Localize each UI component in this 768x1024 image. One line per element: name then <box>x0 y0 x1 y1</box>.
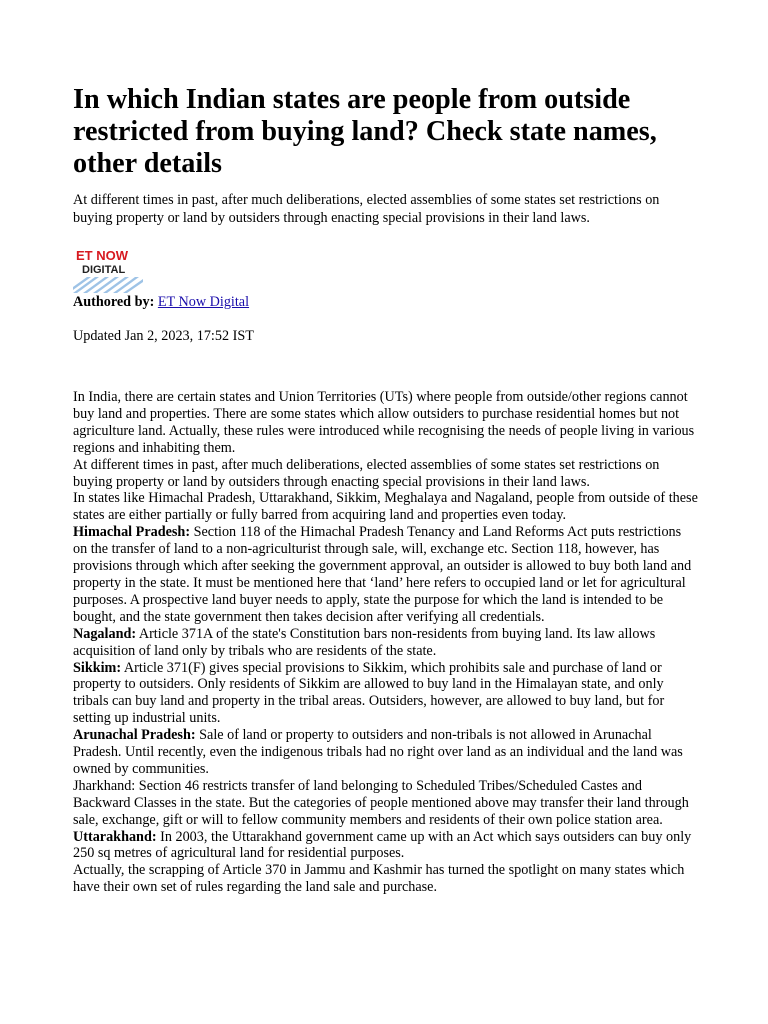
paragraph-text: Actually, the scrapping of Article 370 in Jammu and Kashmir has turned the spotlight on many states which have their own set of rules regarding the land sale and purchase. <box>73 862 685 896</box>
paragraph-text: In 2003, the Uttarakhand government came up with an Act which says outsiders can buy only 250 sq metres of agricultural land for residential purposes. <box>73 828 692 862</box>
paragraph-text: In India, there are certain states and Union Territories (UTs) where people from outside/other regions cannot buy land and properties. There are some states which allow outsiders to purchase residential homes but not agriculture land. Actually, these rules were introduced while recognising the needs of people living in various regions and inhabiting them. <box>73 389 695 456</box>
paragraph-nagaland <box>73 626 698 660</box>
paragraph-text: In states like Himachal Pradesh, Uttarakhand, Sikkim, Meghalaya and Nagaland, people from outside of these states are either partially or fully barred from acquiring land and properties even today. <box>73 490 698 524</box>
article-body <box>73 389 698 896</box>
article-title: In which Indian states are people from outside restricted from buying land? Check state names, other details <box>73 84 657 179</box>
paragraph <box>73 490 698 524</box>
logo-line2: DIGITAL <box>82 264 126 276</box>
updated-timestamp: Updated Jan 2, 2023, 17:52 IST <box>73 328 254 344</box>
paragraph <box>73 862 698 896</box>
author-link[interactable]: ET Now Digital <box>157 294 250 310</box>
paragraph-jharkhand <box>73 778 698 829</box>
paragraph-lead: Uttarakhand: <box>73 828 157 845</box>
paragraph-text: Section 118 of the Himachal Pradesh Tenancy and Land Reforms Act puts restrictions on the transfer of land to a non-agriculturist through sale, will, exchange etc. Section 118, however, has provisions through which after seeking the government approval, an outsider is allowed to buy both land and property in the state. It must be mentioned here that ‘land’ here refers to occupied land or let for agricultural purposes. A prospective land buyer needs to apply, state the purpose for which the land is intended to be bought, and the state government then takes decision after verifying all credentials. <box>73 524 692 625</box>
author-line <box>73 294 249 311</box>
paragraph-himachal-pradesh <box>73 524 698 625</box>
paragraph-lead: Nagaland: <box>73 625 137 642</box>
paragraph <box>73 389 698 457</box>
et-now-digital-logo <box>73 247 143 293</box>
paragraph-lead: Arunachal Pradesh: <box>73 727 196 744</box>
article-summary: At different times in past, after much deliberations, elected assemblies of some states set restrictions on buying property or land by outsiders through enacting special provisions in their land laws. <box>73 192 660 226</box>
paragraph-lead: Sikkim: <box>73 659 122 676</box>
logo-line1: ET NOW <box>76 248 128 263</box>
paragraph-lead: Himachal Pradesh: <box>73 524 191 541</box>
paragraph-text: Article 371(F) gives special provisions to Sikkim, which prohibits sale and purchase of land or property to outsiders. Only residents of Sikkim are allowed to buy land in the Himalayan state, and only tribals can buy land and property in the tribal areas. Outsiders, however, are allowed to buy land, but for setting up industrial units. <box>73 659 665 727</box>
paragraph-text: Article 371A of the state's Constitution bars non-residents from buying land. Its law allows acquisition of land only by tribals who are residents of the state. <box>73 625 656 659</box>
author-label: Authored by: <box>73 294 155 310</box>
paragraph-text: Jharkhand: Section 46 restricts transfer of land belonging to Scheduled Tribes/Scheduled Castes and Backward Classes in the state. But the categories of people mentioned above may transfer their land through sale, exchange, gift or will to fellow community members and residents of their own police station area. <box>73 777 689 828</box>
paragraph-text: Sale of land or property to outsiders and non-tribals is not allowed in Arunachal Pradesh. Until recently, even the indigenous tribals had no right over land as an individual and the land was owned by communities. <box>73 727 683 777</box>
paragraph-uttarakhand <box>73 829 698 863</box>
paragraph-arunachal-pradesh <box>73 727 698 778</box>
logo-stripes <box>73 277 143 293</box>
paragraph-sikkim <box>73 660 698 728</box>
paragraph <box>73 457 698 491</box>
paragraph-text: At different times in past, after much deliberations, elected assemblies of some states set restrictions on buying property or land by outsiders through enacting special provisions in their land laws. <box>73 456 660 490</box>
